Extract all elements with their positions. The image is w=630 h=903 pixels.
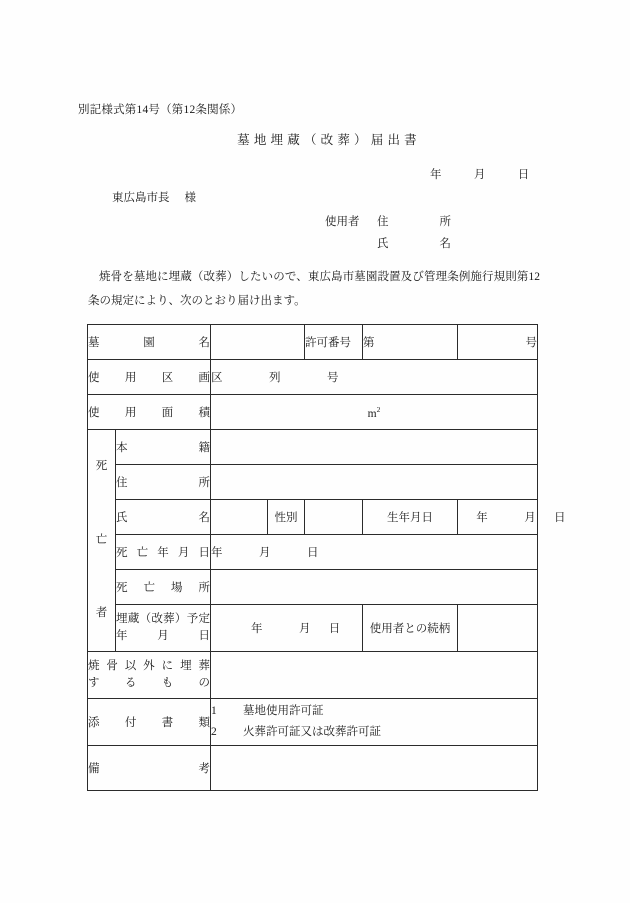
other-burial-label-line2: するもの xyxy=(88,677,210,689)
attachment-text: 墓地使用許可証 xyxy=(243,705,324,717)
statement-paragraph: 焼骨を墓地に埋蔵（改葬）したいので、東広島市墓園設置及び管理条例施行規則第12条の規定により、次のとおり届け出ます。 xyxy=(88,271,540,307)
other-burial-input[interactable] xyxy=(211,652,538,699)
attachment-number: 2 xyxy=(211,726,217,738)
table-row-area xyxy=(88,395,538,430)
other-burial-label-line1: 焼骨以外に埋葬 xyxy=(88,660,210,672)
date-month-label: 月 xyxy=(473,169,486,181)
remarks-label: 備考 xyxy=(88,746,211,791)
applicant-name-label: 氏名 xyxy=(377,238,451,250)
attachment-text: 火葬許可証又は改葬許可証 xyxy=(243,726,381,738)
attachment-number: 1 xyxy=(211,705,217,717)
area-unit: m xyxy=(367,407,377,420)
list-item xyxy=(211,722,537,743)
applicant-block xyxy=(325,213,451,257)
burial-day-label: 日 xyxy=(328,623,341,635)
table-row-section xyxy=(88,360,538,395)
table-row-burial-plan xyxy=(88,605,538,652)
relation-input[interactable] xyxy=(458,605,538,652)
table-row-remarks xyxy=(88,746,538,791)
table-row-registry xyxy=(88,430,538,465)
permit-number-suffix[interactable]: 号 xyxy=(458,325,538,360)
burial-year-label: 年 xyxy=(251,623,263,635)
address-label: 住所 xyxy=(116,465,211,500)
registry-input[interactable] xyxy=(211,430,538,465)
deceased-section-label xyxy=(88,430,116,652)
area-input[interactable] xyxy=(211,395,538,430)
permit-number-prefix[interactable]: 第 xyxy=(363,325,458,360)
table-row-name xyxy=(88,500,538,535)
addressee xyxy=(112,189,196,205)
registry-label: 本籍 xyxy=(116,430,211,465)
death-month-label: 月 xyxy=(259,547,271,559)
applicant-address-label: 住所 xyxy=(377,216,451,228)
document-title: 墓地埋蔵（改葬）届出書 xyxy=(237,133,421,147)
table-row-death-date xyxy=(88,535,538,570)
section-go-label: 号 xyxy=(327,372,339,384)
death-place-label: 死亡場所 xyxy=(116,570,211,605)
applicant-name-row xyxy=(325,235,451,257)
death-date-label: 死亡年月日 xyxy=(116,535,211,570)
birthdate-input[interactable] xyxy=(458,500,566,535)
section-retsu-label: 列 xyxy=(269,372,281,384)
application-table xyxy=(87,324,566,791)
area-unit-exponent: 2 xyxy=(376,404,381,414)
addressee-name: 東広島市長 xyxy=(112,192,170,204)
name-input[interactable] xyxy=(211,500,268,535)
applicant-address-row xyxy=(325,213,451,235)
date-year-label: 年 xyxy=(430,169,442,181)
table-row-other-burial xyxy=(88,652,538,699)
table-row-death-place xyxy=(88,570,538,605)
gender-input[interactable] xyxy=(305,500,363,535)
death-date-input[interactable] xyxy=(211,535,538,570)
death-year-label: 年 xyxy=(211,547,223,559)
death-place-input[interactable] xyxy=(211,570,538,605)
burial-plan-label xyxy=(116,605,211,652)
attachments-label: 添付書類 xyxy=(88,699,211,746)
cemetery-name-label: 墓園名 xyxy=(88,325,211,360)
permit-number-label: 許可番号 xyxy=(305,325,363,360)
section-input[interactable] xyxy=(211,360,538,395)
gender-label: 性別 xyxy=(268,500,305,535)
section-label: 使用区画 xyxy=(88,360,211,395)
table-row-cemetery-name xyxy=(88,325,538,360)
deceased-label-char-2: 亡 xyxy=(95,533,108,546)
burial-plan-label-line2: 年月日 xyxy=(116,630,210,642)
form-code: 別記様式第14号（第12条関係） xyxy=(78,104,243,116)
date-day-label: 日 xyxy=(517,169,530,181)
burial-plan-label-line1: 埋蔵（改葬）予定 xyxy=(116,613,210,625)
birth-day-label: 日 xyxy=(554,512,566,524)
birth-month-label: 月 xyxy=(524,512,536,524)
cemetery-name-input[interactable] xyxy=(211,325,305,360)
burial-plan-date-input[interactable] xyxy=(211,605,363,652)
list-item xyxy=(211,701,537,722)
burial-month-label: 月 xyxy=(299,623,311,635)
deceased-label-char-1: 死 xyxy=(95,460,108,473)
birthdate-label: 生年月日 xyxy=(363,500,458,535)
submission-date-line xyxy=(430,166,529,182)
applicant-tag: 使用者 xyxy=(325,216,360,228)
table-row-attachments xyxy=(88,699,538,746)
table-row-address xyxy=(88,465,538,500)
remarks-input[interactable] xyxy=(211,746,538,791)
deceased-label-char-3: 者 xyxy=(95,607,108,620)
address-input[interactable] xyxy=(211,465,538,500)
addressee-honorific: 様 xyxy=(184,192,196,204)
relation-label: 使用者との続柄 xyxy=(363,605,458,652)
other-burial-label xyxy=(88,652,211,699)
section-ku-label: 区 xyxy=(211,372,223,384)
name-label: 氏名 xyxy=(116,500,211,535)
attachments-list xyxy=(211,699,538,746)
area-label: 使用面積 xyxy=(88,395,211,430)
birth-year-label: 年 xyxy=(476,512,488,524)
death-day-label: 日 xyxy=(307,547,319,559)
